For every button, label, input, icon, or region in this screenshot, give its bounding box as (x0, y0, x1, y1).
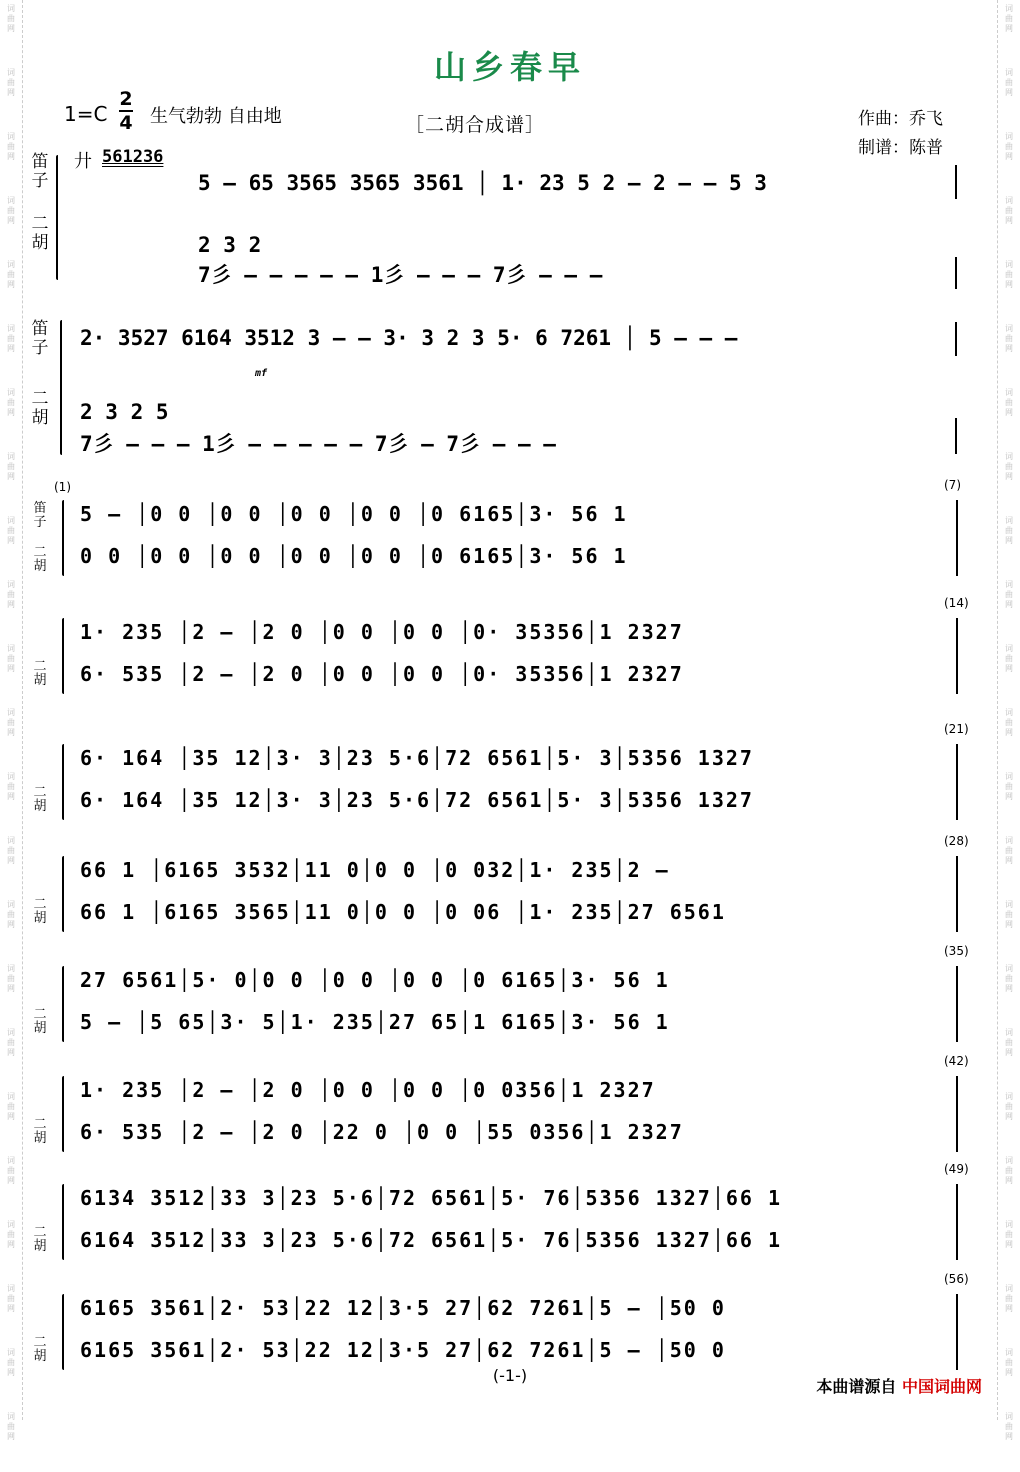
watermark-text: 词 曲 网 (7, 516, 15, 545)
intro-system-2 (0, 300, 1020, 460)
watermark-text: 词 曲 网 (1005, 324, 1013, 353)
erhu-upper-notes: 2 3 2 (198, 233, 262, 257)
watermark-text: 词 曲 网 (1005, 4, 1013, 33)
upper-part-notes: 66 1 │6165 3532│11 0│0 0 │0 032│1· 235│2 – (80, 858, 670, 882)
watermark-text: 词 曲 网 (1005, 516, 1013, 545)
flute-notes: 5 – 65 3565 3565 3561 │ 1· 23 5 2 – 2 – – 5 3 (198, 171, 767, 195)
barline (955, 257, 957, 289)
system-brace (62, 618, 64, 694)
upper-part-notes: 6165 3561│2· 53│22 12│3·5 27│62 7261│5 – │50 0 (80, 1296, 726, 1320)
measure-number: (14) (944, 596, 969, 610)
upper-part-notes: 6· 164 │35 12│3· 3│23 5·6│72 6561│5· 3│5356 1327 (80, 746, 754, 770)
watermark-text: 词 曲 网 (7, 68, 15, 97)
composer-credit: 作曲：乔飞 (858, 109, 943, 129)
watermark-text: 词 曲 网 (1005, 1092, 1013, 1121)
watermark-text: 词 曲 网 (1005, 196, 1013, 225)
system-brace (62, 500, 64, 576)
score-system (0, 1054, 1020, 1154)
system-brace (62, 1294, 64, 1370)
barline (955, 322, 957, 356)
watermark-text: 词 曲 网 (7, 1092, 15, 1121)
system-brace (62, 744, 64, 820)
instrument-label-erhu: 二胡 (31, 389, 49, 428)
tempo-marking: 生气勃勃 自由地 (150, 106, 282, 127)
measure-number: (28) (944, 834, 969, 848)
barline (955, 165, 957, 199)
erhu-part-notes: 6165 3561│2· 53│22 12│3·5 27│62 7261│5 – │50 0 (80, 1338, 726, 1362)
arranger-credit: 制谱：陈普 (858, 138, 943, 158)
upper-part-notes: 1· 235 │2 – │2 0 │0 0 │0 0 │0· 35356│1 2327 (80, 620, 684, 644)
watermark-text: 词 曲 网 (7, 900, 15, 929)
watermark-text: 词 曲 网 (7, 388, 15, 417)
time-signature (118, 88, 134, 134)
barline (956, 966, 958, 1042)
barline (956, 856, 958, 932)
upper-part-notes: 1· 235 │2 – │2 0 │0 0 │0 0 │0 0356│1 2327 (80, 1078, 656, 1102)
watermark-text: 词 曲 网 (7, 324, 15, 353)
watermark-text: 词 曲 网 (1005, 1284, 1013, 1313)
barline (956, 1184, 958, 1260)
system-brace (62, 856, 64, 932)
watermark-text: 词 曲 网 (7, 836, 15, 865)
measure-number: (21) (944, 722, 969, 736)
barline (956, 1294, 958, 1370)
watermark-text: 词 曲 网 (7, 260, 15, 289)
watermark-text: 词 曲 网 (7, 4, 15, 33)
watermark-text: 词 曲 网 (7, 132, 15, 161)
score-system (0, 834, 1020, 934)
instrument-label-erhu: 二胡 (33, 1225, 47, 1254)
instrument-label-erhu: 二胡 (33, 1007, 47, 1036)
watermark-text: 词 曲 网 (7, 196, 15, 225)
sharp-mark: 廾 (74, 151, 92, 172)
watermark-text: 词 曲 网 (7, 452, 15, 481)
source-credit (816, 1374, 982, 1397)
erhu-part-notes: 0 0 │0 0 │0 0 │0 0 │0 0 │0 6165│3· 56 1 (80, 544, 628, 568)
watermark-text: 词 曲 网 (1005, 644, 1013, 673)
instrument-label-erhu: 二胡 (33, 785, 47, 814)
watermark-text: 词 曲 网 (1005, 68, 1013, 97)
erhu-part-notes: 6164 3512│33 3│23 5·6│72 6561│5· 76│5356 1327│66 1 (80, 1228, 783, 1252)
system-brace (56, 155, 58, 280)
key-signature: 1=C (64, 102, 108, 126)
source-site-link[interactable]: 中国词曲网 (901, 1377, 982, 1396)
instrument-label-flute: 笛子 (33, 501, 47, 530)
score-system (0, 478, 1020, 578)
watermark-text: 词 曲 网 (7, 964, 15, 993)
upper-part-notes: 27 6561│5· 0│0 0 │0 0 │0 0 │0 6165│3· 56 1 (80, 968, 670, 992)
upper-part-notes: 6134 3512│33 3│23 5·6│72 6561│5· 76│5356 1327│66 1 (80, 1186, 783, 1210)
erhu-upper-notes: 2 3 2 5 (80, 400, 169, 424)
score-system (0, 1272, 1020, 1372)
instrument-label-flute: 笛子 (31, 319, 49, 358)
system-brace (62, 966, 64, 1042)
instrument-label-flute: 笛子 (31, 152, 49, 191)
watermark-text: 词 曲 网 (7, 580, 15, 609)
erhu-part-notes: 6· 535 │2 – │2 0 │0 0 │0 0 │0· 35356│1 2327 (80, 662, 684, 686)
time-sig-bottom: 4 (119, 112, 133, 134)
dynamic-marking: mf (255, 368, 268, 379)
watermark-text: 词 曲 网 (7, 644, 15, 673)
score-subtitle: ［二胡合成谱］ (405, 114, 546, 136)
instrument-label-erhu: 二胡 (31, 214, 49, 253)
erhu-lower-notes: 7彡 – – – 1彡 – – – – – 7彡 – 7彡 – – – (80, 432, 556, 456)
instrument-label-erhu: 二胡 (33, 1117, 47, 1146)
erhu-part-notes: 6· 535 │2 – │2 0 │22 0 │0 0 │55 0356│1 2327 (80, 1120, 684, 1144)
watermark-text: 词 曲 网 (1005, 900, 1013, 929)
watermark-text: 词 曲 网 (7, 708, 15, 737)
time-sig-top: 2 (119, 88, 133, 110)
watermark-text: 词 曲 网 (7, 772, 15, 801)
page-number: (-1-) (492, 1366, 528, 1385)
measure-number: (35) (944, 944, 969, 958)
watermark-text: 词 曲 网 (1005, 708, 1013, 737)
watermark-text: 词 曲 网 (7, 1220, 15, 1249)
score-system (0, 944, 1020, 1044)
erhu-part-notes: 6· 164 │35 12│3· 3│23 5·6│72 6561│5· 3│5356 1327 (80, 788, 754, 812)
watermark-text: 词 曲 网 (1005, 1156, 1013, 1185)
watermark-text: 词 曲 网 (1005, 260, 1013, 289)
watermark-text: 词 曲 网 (1005, 1348, 1013, 1377)
score-system (0, 1162, 1020, 1262)
watermark-text: 词 曲 网 (1005, 836, 1013, 865)
system-brace (60, 320, 62, 455)
watermark-text: 词 曲 网 (1005, 132, 1013, 161)
upper-part-notes: 5 – │0 0 │0 0 │0 0 │0 0 │0 6165│3· 56 1 (80, 502, 628, 526)
watermark-text: 词 曲 网 (1005, 1028, 1013, 1057)
watermark-text: 词 曲 网 (1005, 772, 1013, 801)
score-title: 山乡春早 (433, 48, 586, 86)
erhu-lower-notes: 7彡 – – – – – 1彡 – – – 7彡 – – – (198, 263, 603, 287)
flute-notes: 2· 3527 6164 3512 3 – – 3· 3 2 3 5· 6 7261 │ 5 – – – (80, 326, 738, 350)
source-label: 本曲谱源自 (816, 1377, 897, 1396)
watermark-text: 词 曲 网 (1005, 580, 1013, 609)
measure-number: (7) (944, 478, 961, 492)
watermark-text: 词 曲 网 (7, 1348, 15, 1377)
watermark-text: 词 曲 网 (7, 1156, 15, 1185)
watermark-text: 词 曲 网 (7, 1412, 15, 1441)
measure-number: (1) (54, 480, 71, 494)
score-system (0, 596, 1020, 696)
measure-number: (56) (944, 1272, 969, 1286)
system-brace (62, 1076, 64, 1152)
instrument-label-erhu: 二胡 (33, 897, 47, 926)
watermark-text: 词 曲 网 (1005, 452, 1013, 481)
barline (955, 418, 957, 454)
barline (956, 1076, 958, 1152)
watermark-text: 词 曲 网 (7, 1284, 15, 1313)
erhu-part-notes: 66 1 │6165 3565│11 0│0 0 │0 06 │1· 235│27 6561 (80, 900, 726, 924)
watermark-text: 词 曲 网 (7, 1028, 15, 1057)
system-brace (62, 1184, 64, 1260)
watermark-text: 词 曲 网 (1005, 1220, 1013, 1249)
watermark-text: 词 曲 网 (1005, 388, 1013, 417)
barline (956, 500, 958, 576)
score-system (0, 722, 1020, 822)
erhu-part-notes: 5 – │5 65│3· 5│1· 235│27 65│1 6165│3· 56 1 (80, 1010, 670, 1034)
intro-system-1 (0, 145, 1020, 295)
grace-notes: 561236 (102, 147, 164, 167)
instrument-label-erhu: 二胡 (33, 1335, 47, 1364)
barline (956, 618, 958, 694)
measure-number: (42) (944, 1054, 969, 1068)
measure-number: (49) (944, 1162, 969, 1176)
watermark-text: 词 曲 网 (1005, 1412, 1013, 1441)
instrument-label-erhu: 二胡 (33, 659, 47, 688)
barline (956, 744, 958, 820)
watermark-text: 词 曲 网 (1005, 964, 1013, 993)
instrument-label-erhu: 二胡 (33, 545, 47, 574)
